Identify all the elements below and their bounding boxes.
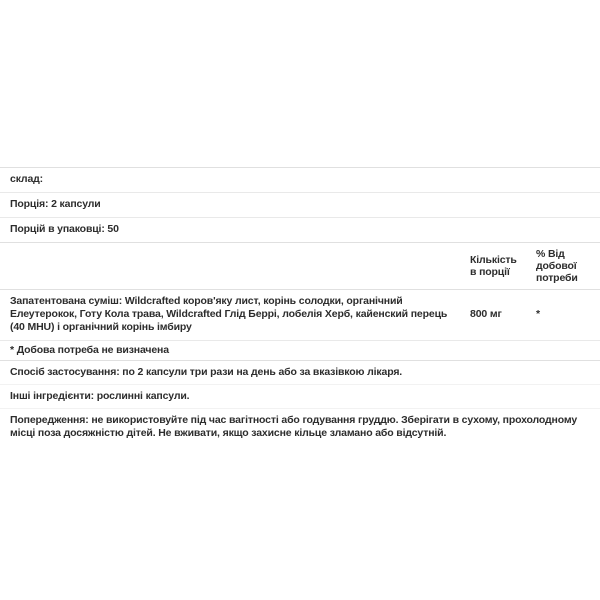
serving-size-label: Порція: 2 капсули xyxy=(10,198,101,210)
daily-value-column-header: % Від добової потреби xyxy=(536,248,578,284)
supplement-facts-table xyxy=(0,167,600,360)
amount-column-header: Кількість в порції xyxy=(470,254,517,278)
facts-row-composition xyxy=(0,167,600,192)
warnings-row xyxy=(0,408,600,447)
composition-label: склад: xyxy=(10,173,43,185)
facts-row-servings-per-container xyxy=(0,217,600,242)
usage-info-sections xyxy=(0,360,600,447)
facts-header-row xyxy=(0,242,600,289)
top-whitespace xyxy=(0,0,600,167)
facts-row-serving-size xyxy=(0,192,600,217)
ingredient-daily-value: * xyxy=(536,308,540,320)
warnings-text: Попередження: не використовуйте під час вагітності або годування груддю. Зберігати в сухому, прохолодному місці поза досяжністю дітей. Не вживати, якщо захисне кільце зламано або відсутній. xyxy=(10,414,578,439)
servings-per-container-label: Порцій в упаковці: 50 xyxy=(10,223,119,235)
directions-row xyxy=(0,360,600,384)
footnote-row xyxy=(0,340,600,360)
ingredient-name: Запатентована суміш: Wildcrafted коров'яку лист, корінь солодки, органічний Елеутерокок, Готу Кола трава, Wildcrafted Глід Беррі, лобелія Херб, кайенский перець (40 MHU) і органічний корінь імбиру xyxy=(10,295,448,333)
ingredient-row xyxy=(0,289,600,340)
footnote-text: * Добова потреба не визначена xyxy=(10,344,169,356)
ingredient-amount: 800 мг xyxy=(470,308,502,320)
directions-text: Спосіб застосування: по 2 капсули три рази на день або за вказівкою лікаря. xyxy=(10,366,403,378)
other-ingredients-row xyxy=(0,384,600,408)
other-ingredients-text: Інші інгредієнти: рослинні капсули. xyxy=(10,390,190,402)
